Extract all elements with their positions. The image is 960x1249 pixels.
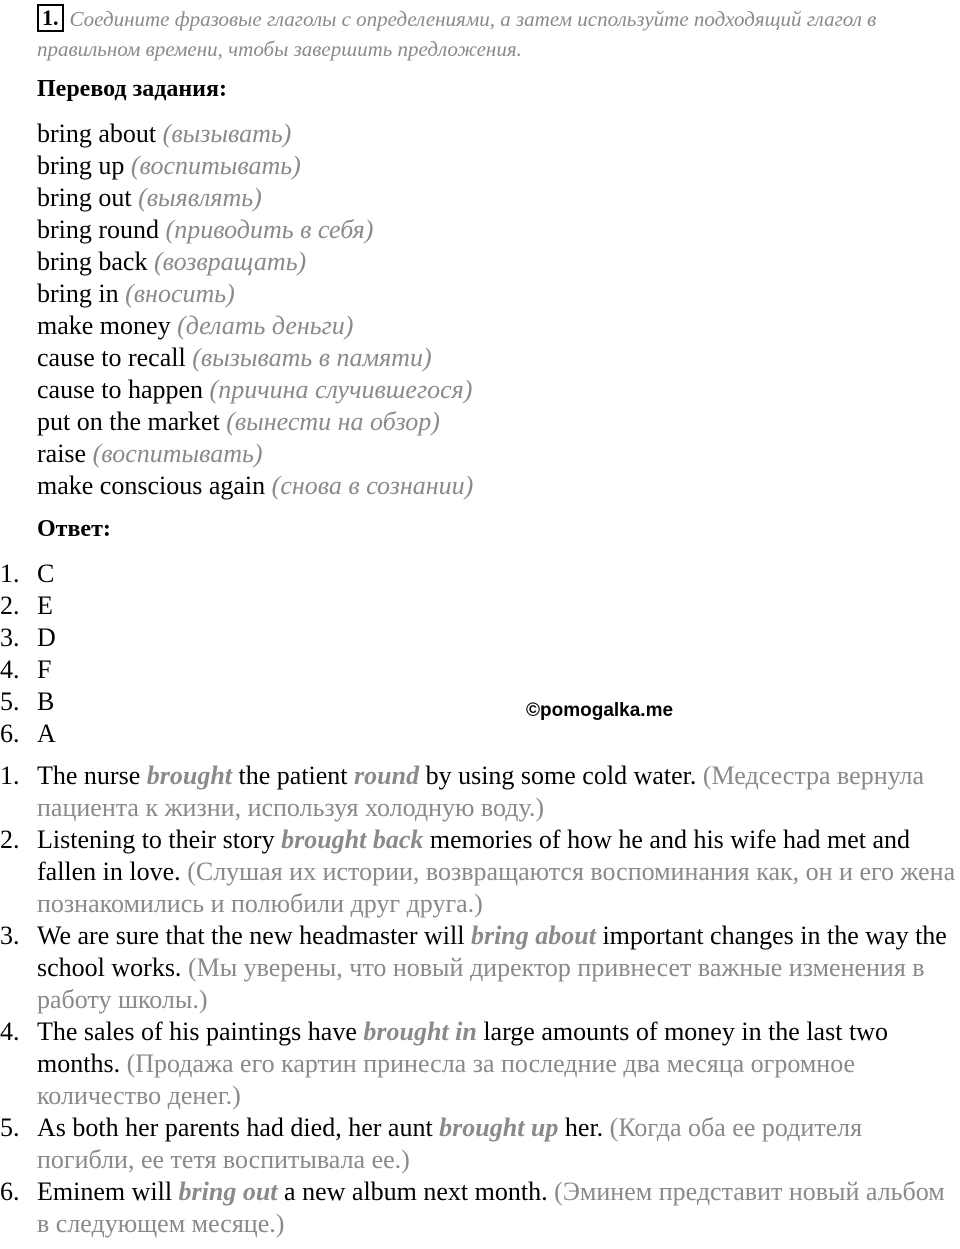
- sentence-number: 5.: [0, 1113, 20, 1142]
- sentence-item: [0, 1176, 960, 1240]
- sentence-item: [0, 1112, 960, 1176]
- vocab-item: [37, 310, 473, 342]
- vocab-item: [37, 150, 473, 182]
- answer-number: 2.: [0, 591, 20, 620]
- sentence-translation: (Эминем представит новый альбом в следующем месяце.): [37, 1177, 945, 1238]
- answer-heading: Ответ:: [37, 516, 111, 542]
- vocab-term: bring round: [37, 215, 160, 244]
- vocab-gloss: (вносить): [125, 279, 235, 308]
- answer-letter: C: [37, 559, 55, 588]
- vocab-gloss: (воспитывать): [130, 151, 301, 180]
- vocab-gloss: (воспитывать): [92, 439, 263, 468]
- phrasal-verb: bring about: [470, 921, 596, 950]
- answer-item: [0, 718, 56, 750]
- vocab-term: bring back: [37, 247, 148, 276]
- vocab-item: [37, 246, 473, 278]
- sentence-text: by using some cold water.: [419, 761, 703, 790]
- vocab-gloss: (вызывать в памяти): [192, 343, 432, 372]
- sentence-text: As both her parents had died, her aunt: [37, 1113, 440, 1142]
- sentence-text: Eminem will: [37, 1177, 179, 1206]
- phrasal-verb: brought in: [363, 1017, 477, 1046]
- sentence-item: [0, 760, 960, 824]
- answer-letter: E: [37, 591, 53, 620]
- sentence-item: [0, 824, 960, 920]
- answer-number: 4.: [0, 655, 20, 684]
- answer-list: [0, 558, 56, 750]
- vocab-gloss: (делать деньги): [177, 311, 354, 340]
- sentence-translation: (Мы уверены, что новый директор привнесет важные изменения в работу школы.): [37, 953, 925, 1014]
- vocab-list: [37, 118, 473, 502]
- sentence-text: the patient: [232, 761, 355, 790]
- sentence-translation: (Когда оба ее родителя погибли, ее тетя воспитывала ее.): [37, 1113, 863, 1174]
- sentence-text: The nurse: [37, 761, 147, 790]
- answer-item: [0, 654, 56, 686]
- answer-item: [0, 558, 56, 590]
- vocab-item: [37, 406, 473, 438]
- sentence-text: We are sure that the new headmaster will: [37, 921, 471, 950]
- answer-letter: F: [37, 655, 52, 684]
- vocab-term: cause to happen: [37, 375, 204, 404]
- vocab-term: cause to recall: [37, 343, 186, 372]
- vocab-gloss: (снова в сознании): [271, 471, 474, 500]
- phrasal-verb: brought: [146, 761, 233, 790]
- vocab-term: bring out: [37, 183, 132, 212]
- sentence-text: memories of how he and his wife had met and fallen in love.: [37, 825, 911, 886]
- vocab-item: [37, 342, 473, 374]
- sentence-item: [0, 1016, 960, 1112]
- sentence-number: 4.: [0, 1017, 20, 1046]
- sentence-list: [0, 760, 960, 1240]
- sentence-number: 1.: [0, 761, 20, 790]
- sentence-translation: (Слушая их истории, возвращаются воспоминания как, он и его жена познакомились и полюбили друг друга.): [37, 857, 956, 918]
- translation-heading: Перевод задания:: [37, 76, 227, 102]
- answer-item: [0, 686, 56, 718]
- answer-number: 1.: [0, 559, 20, 588]
- sentence-text: a new album next month.: [277, 1177, 555, 1206]
- sentence-text: her.: [558, 1113, 610, 1142]
- sentence-text: The sales of his paintings have: [37, 1017, 364, 1046]
- vocab-item: [37, 438, 473, 470]
- task-instruction: Соедините фразовые глаголы с определениями, а затем используйте подходящий глагол в правильном времени, чтобы завершить предложения.: [37, 7, 877, 61]
- sentence-item: [0, 920, 960, 1016]
- answer-letter: B: [37, 687, 55, 716]
- vocab-item: [37, 214, 473, 246]
- sentence-text: Listening to their story: [37, 825, 282, 854]
- task-number: 1.: [37, 4, 64, 32]
- vocab-term: make conscious again: [37, 471, 266, 500]
- vocab-gloss: (выявлять): [138, 183, 262, 212]
- vocab-item: [37, 470, 473, 502]
- vocab-item: [37, 182, 473, 214]
- vocab-item: [37, 118, 473, 150]
- vocab-term: bring in: [37, 279, 119, 308]
- sentence-text: important changes in the way the school works.: [37, 921, 947, 982]
- phrasal-verb: brought back: [281, 825, 424, 854]
- vocab-term: put on the market: [37, 407, 220, 436]
- sentence-translation: (Медсестра вернула пациента к жизни, используя холодную воду.): [37, 761, 924, 822]
- vocab-gloss: (приводить в себя): [165, 215, 374, 244]
- answer-item: [0, 590, 56, 622]
- task-header: [37, 4, 952, 64]
- vocab-term: raise: [37, 439, 87, 468]
- phrasal-verb: brought up: [439, 1113, 559, 1142]
- vocab-term: bring up: [37, 151, 125, 180]
- vocab-gloss: (причина случившегося): [209, 375, 473, 404]
- sentence-number: 2.: [0, 825, 20, 854]
- answer-item: [0, 622, 56, 654]
- phrasal-verb: round: [354, 761, 420, 790]
- vocab-gloss: (возвращать): [153, 247, 307, 276]
- answer-letter: A: [37, 719, 56, 748]
- answer-letter: D: [37, 623, 56, 652]
- answer-number: 5.: [0, 687, 20, 716]
- vocab-item: [37, 278, 473, 310]
- vocab-gloss: (вызывать): [162, 119, 292, 148]
- watermark: ©pomogalka.me: [526, 700, 674, 721]
- sentence-number: 6.: [0, 1177, 20, 1206]
- vocab-gloss: (вынести на обзор): [226, 407, 440, 436]
- answer-number: 6.: [0, 719, 20, 748]
- vocab-term: make money: [37, 311, 171, 340]
- sentence-text: large amounts of money in the last two months.: [37, 1017, 888, 1078]
- vocab-item: [37, 374, 473, 406]
- answer-number: 3.: [0, 623, 20, 652]
- vocab-term: bring about: [37, 119, 157, 148]
- sentence-number: 3.: [0, 921, 20, 950]
- sentence-translation: (Продажа его картин принесла за последние два месяца огромное количество денег.): [37, 1049, 856, 1110]
- phrasal-verb: bring out: [178, 1177, 278, 1206]
